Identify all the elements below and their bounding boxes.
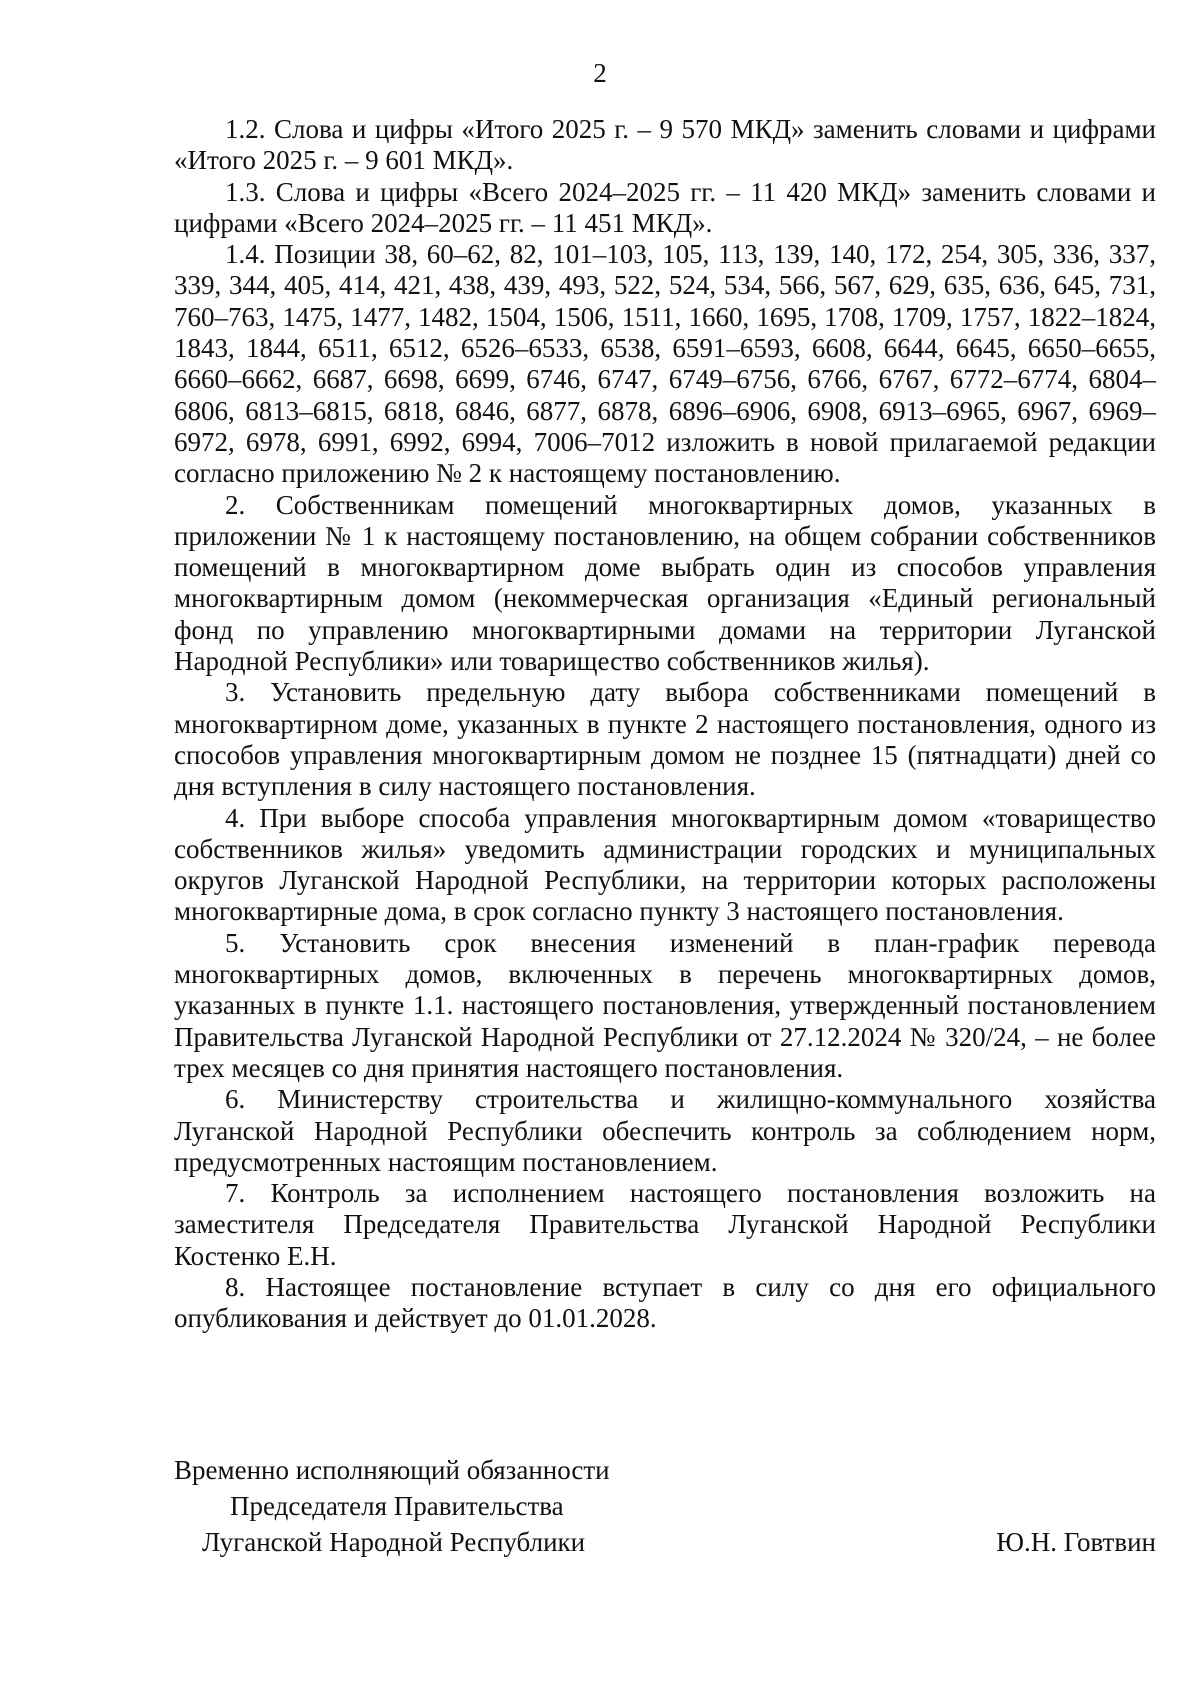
paragraph-1-2: 1.2. Слова и цифры «Итого 2025 г. – 9 570 МКД» заменить словами и цифрами «Итого 2025 г. – 9 601 МКД». (174, 114, 1156, 176)
signatory-title-line-1: Временно исполняющий обязанности (174, 1455, 610, 1485)
page-number: 2 (593, 58, 607, 88)
paragraph-7: 7. Контроль за исполнением настоящего постановления возложить на заместителя Председателя Правительства Луганской Народной Республики Костенко Е.Н. (174, 1178, 1156, 1271)
paragraph-4: 4. При выборе способа управления многоквартирным домом «товарищество собственников жилья» уведомить администрации городских и муниципальных округов Луганской Народной Республики, на территории которых расположены многоквартирные дома, в срок согласно пункту 3 настоящего постановления. (174, 802, 1156, 927)
signatory-title-line-3: Луганской Народной Республики (202, 1527, 586, 1557)
paragraph-6: 6. Министерству строительства и жилищно-коммунального хозяйства Луганской Народной Республики обеспечить контроль за соблюдением норм, предусмотренных настоящим постановлением. (174, 1084, 1156, 1177)
signatory-name: Ю.Н. Говтвин (996, 1527, 1156, 1557)
signature-block (174, 1452, 1156, 1572)
paragraph-3: 3. Установить предельную дату выбора собственниками помещений в многоквартирном доме, указанных в пункте 2 настоящего постановления, одного из способов управления многоквартирным домом не позднее 15 (пятнадцати) дней со дня вступления в силу настоящего постановления. (174, 677, 1156, 802)
paragraph-8: 8. Настоящее постановление вступает в силу со дня его официального опубликования и действует до 01.01.2028. (174, 1271, 1156, 1334)
paragraph-2: 2. Собственникам помещений многоквартирных домов, указанных в приложении № 1 к настоящему постановлению, на общем собрании собственников помещений в многоквартирном доме выбрать один из способов управления многоквартирным домом (некоммерческая организация «Единый региональный фонд по управлению многоквартирными домами на территории Луганской Народной Республики» или товарищество собственников жилья). (174, 489, 1156, 677)
signatory-title-line-2: Председателя Правительства (230, 1491, 564, 1521)
paragraph-5: 5. Установить срок внесения изменений в план-график перевода многоквартирных домов, включенных в перечень многоквартирных домов, указанных в пункте 1.1. настоящего постановления, утвержденный постановлением Правительства Луганской Народной Республики от 27.12.2024 № 320/24, – не более трех месяцев со дня принятия настоящего постановления. (174, 927, 1156, 1083)
document-body (174, 114, 1156, 1335)
paragraph-1-3: 1.3. Слова и цифры «Всего 2024–2025 гг. – 11 420 МКД» заменить словами и цифрами «Всего 2024–2025 гг. – 11 451 МКД». (174, 176, 1156, 238)
paragraph-1-4: 1.4. Позиции 38, 60–62, 82, 101–103, 105, 113, 139, 140, 172, 254, 305, 336, 337, 339, 344, 405, 414, 421, 438, 439, 493, 522, 524, 534, 566, 567, 629, 635, 636, 645, 731, 760–763, 1475, 1477, 1482, 1504, 1506, 1511, 1660, 1695, 1708, 1709, 1757, 1822–1824, 1843, 1844, 6511, 6512, 6526–6533, 6538, 6591–6593, 6608, 6644, 6645, 6650–6655, 6660–6662, 6687, 6698, 6699, 6746, 6747, 6749–6756, 6766, 6767, 6772–6774, 6804–6806, 6813–6815, 6818, 6846, 6877, 6878, 6896–6906, 6908, 6913–6965, 6967, 6969–6972, 6978, 6991, 6992, 6994, 7006–7012 изложить в новой прилагаемой редакции согласно приложению № 2 к настоящему постановлению. (174, 239, 1156, 489)
